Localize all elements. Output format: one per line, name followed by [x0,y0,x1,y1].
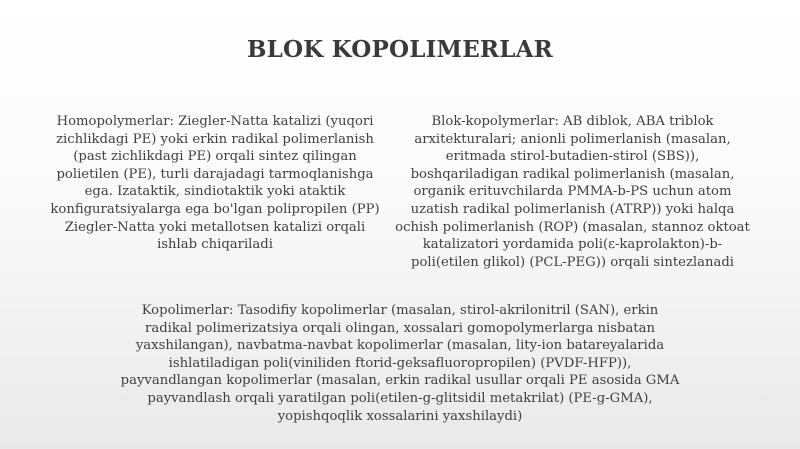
homopolymers-text: Homopolymerlar: Ziegler-Natta katalizi (yuqori zichlikdagi PE) yoki erkin radikal polimerlanish (past zichlikdagi PE) orqali sintez qilingan polietilen (PE), turli darajadagi tarmoqlanishga ega. Izataktik, sindiotaktik yoki ataktik konfiguratsiyalarga ega bo'lgan polipropilen (PP) Ziegler-Natta yoki metallotsen katalizi orqali ishlab chiqariladi [50,114,380,253]
block-copolymers-text: Blok-kopolymerlar: AB diblok, ABA triblok arxitekturalari; anionli polimerlanish (masalan, eritmada stirol-butadien-stirol (SBS)), boshqariladigan radikal polimerlanish (masalan, organik erituvchilarda PMMA-b-PS uchun atom uzatish radikal polimerlanish (ATRP)) yoki halqa ochish polimerlanish (ROP) (masalan, stannoz oktoat katalizatori yordamida poli(ε-kaprolakton)-b-poli(etilen glikol) (PCL-PEG)) orqali sintezlanadi [395,114,750,270]
copolymers-text: Kopolimerlar: Tasodifiy kopolimerlar (masalan, stirol-akrilonitril (SAN), erkin radikal polimerizatsiya orqali olingan, xossalari gomopolymerlarga nisbatan yaxshilangan), navbatma-navbat kopolimerlar (masalan, lity-ion batareyalarida ishlatiladigan poli(viniliden ftorid-geksafluoropropilen) (PVDF-HFP)), payvandlangan kopolimerlar (masalan, erkin radikal usullar orqali PE asosida GMA payvandlash orqali yaratilgan poli(etilen-g-glitsidil metakrilat) (PE-g-GMA), yopishqoqlik xossalarini yaxshilaydi) [120,303,680,424]
slide-title: BLOK KOPOLIMERLAR [247,36,553,63]
